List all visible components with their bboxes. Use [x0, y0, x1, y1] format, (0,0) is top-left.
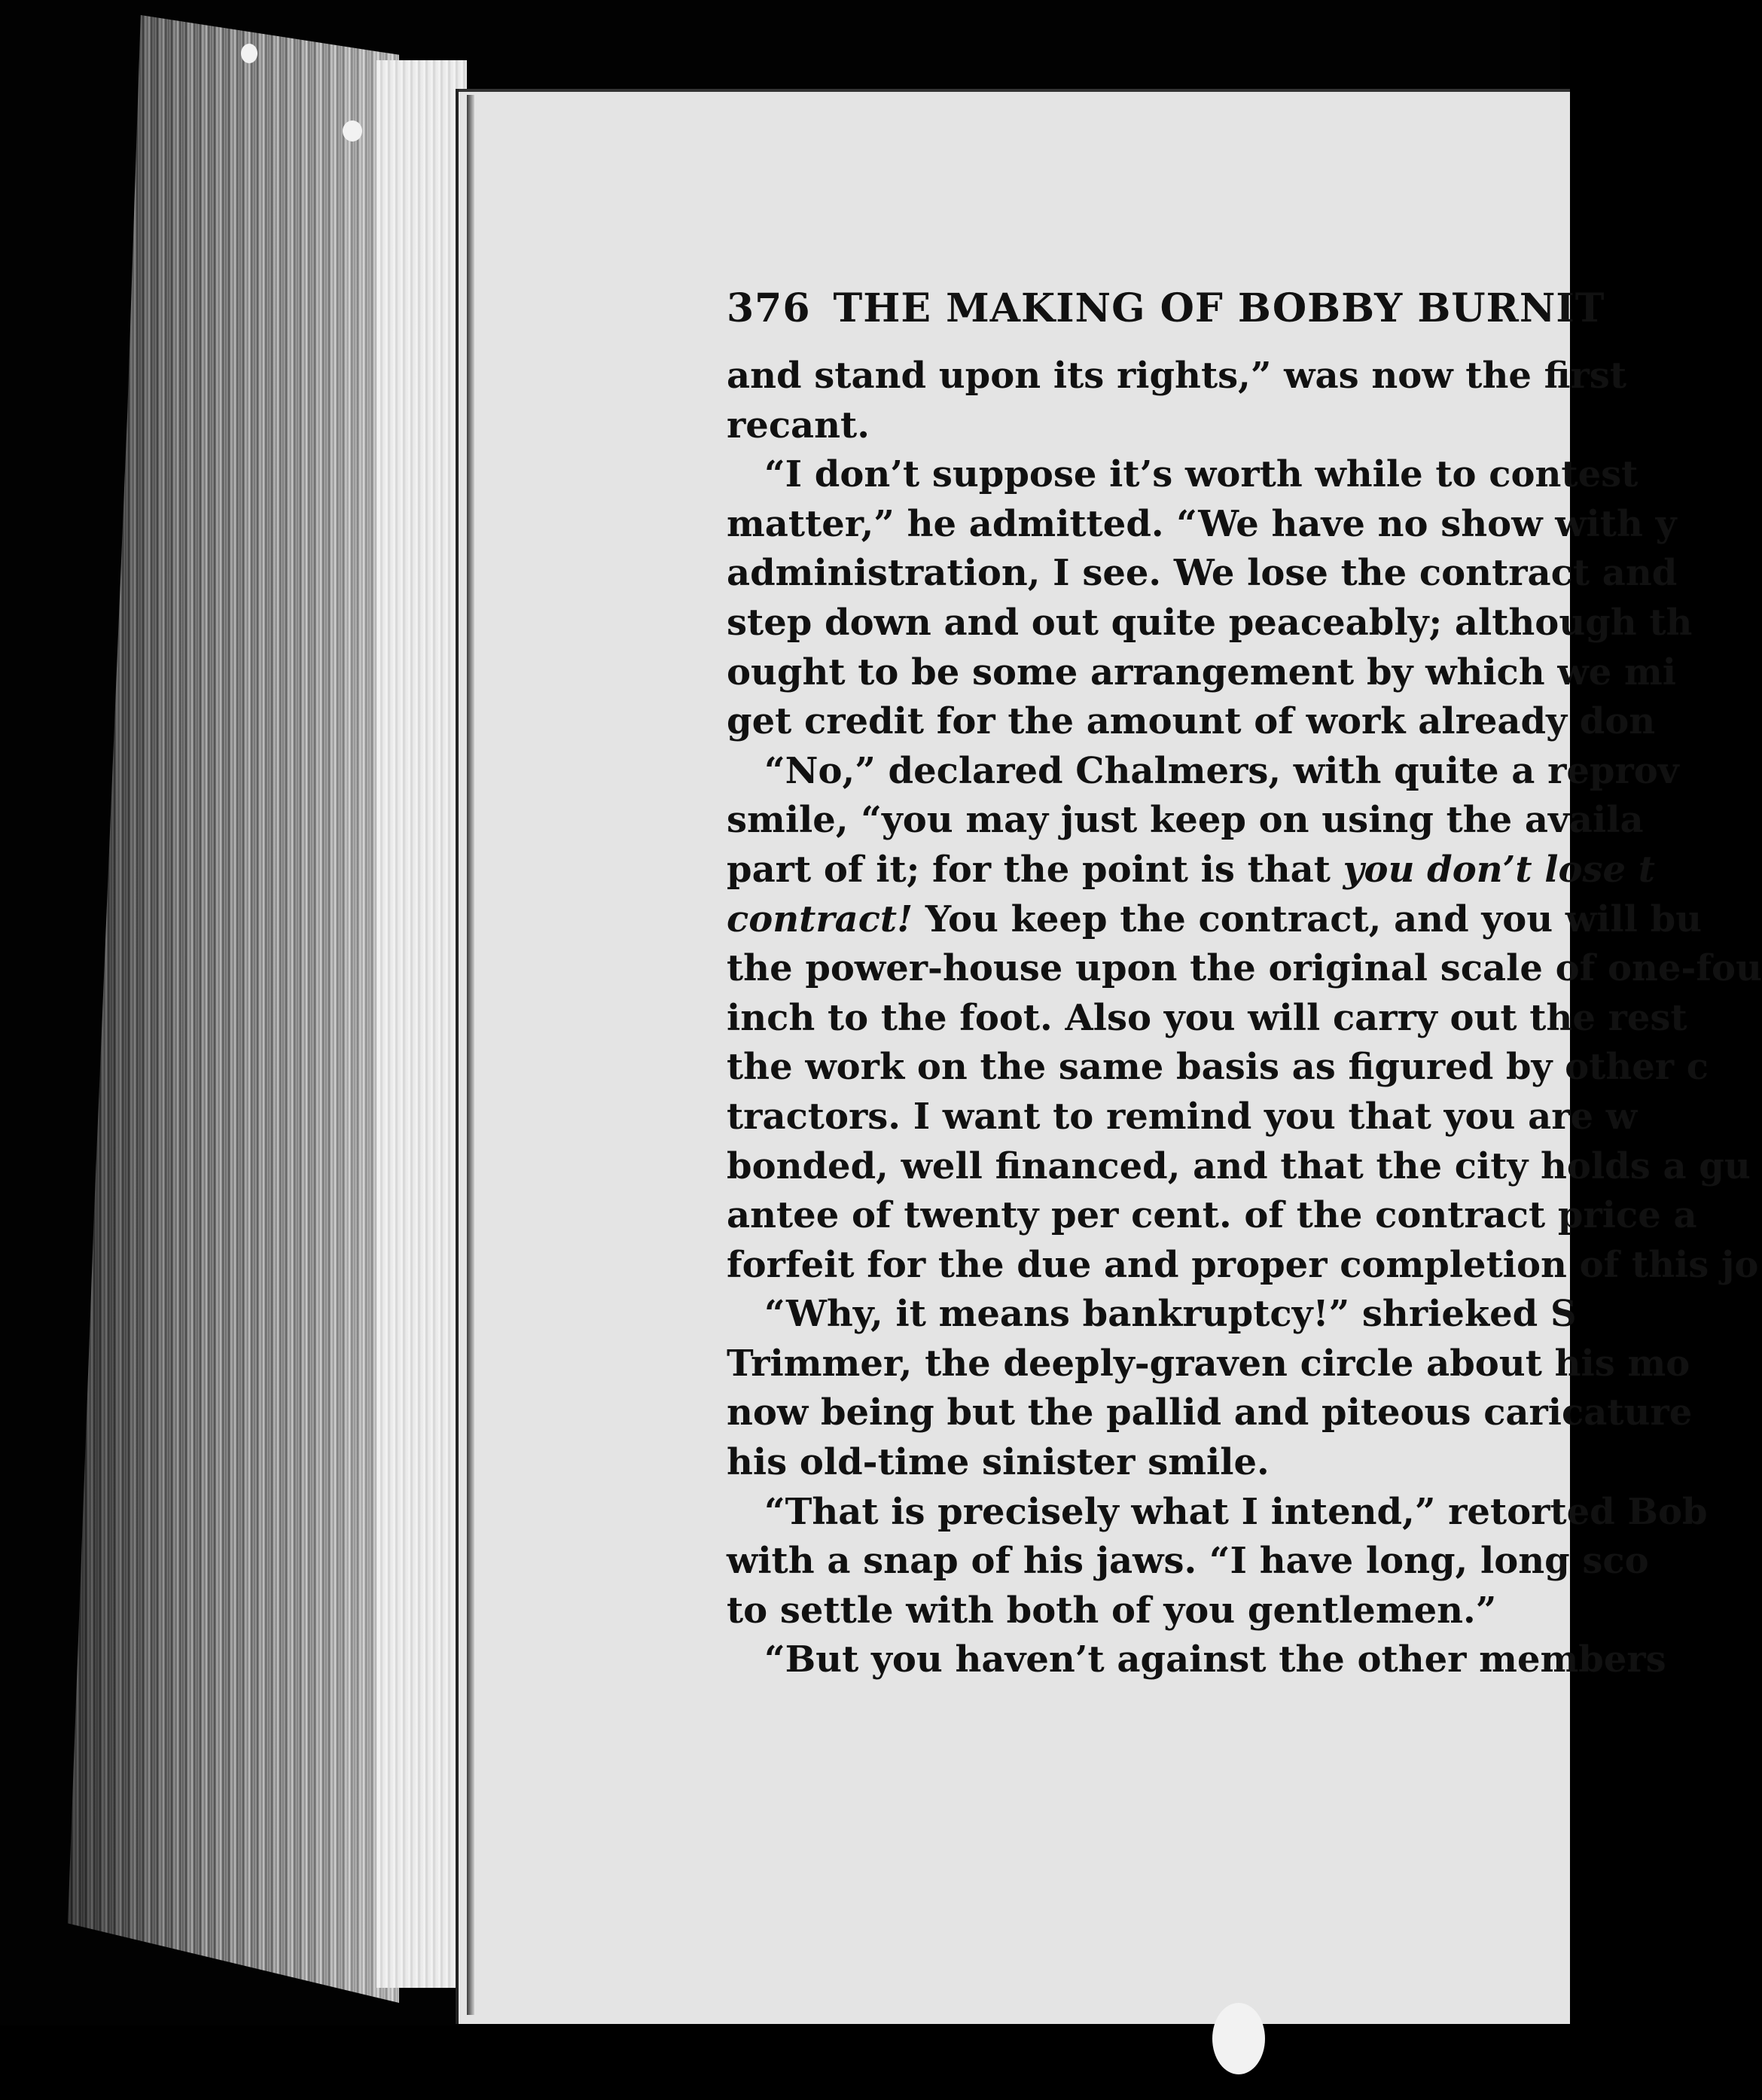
text-line: bonded, well financed, and that the city holds a gu: [727, 1144, 1751, 1187]
text-line: recant.: [727, 404, 870, 447]
text-line: “I don’t suppose it’s worth while to contest: [764, 453, 1639, 496]
running-head: [727, 282, 1706, 335]
bottom-shadow: [0, 2025, 1560, 2100]
italic-span: you don’t lose t: [1343, 848, 1655, 891]
text-span: You keep the contract, and you will bu: [925, 898, 1703, 940]
dust-speck: [343, 120, 362, 142]
text-line: “Why, it means bankruptcy!” shrieked S: [764, 1293, 1577, 1336]
text-line: now being but the pallid and piteous caricature: [727, 1391, 1693, 1434]
text-line: “No,” declared Chalmers, with quite a reprov: [764, 749, 1679, 792]
text-line: the power-house upon the original scale of one-fou: [727, 947, 1762, 990]
text-line: smile, “you may just keep on using the availa: [727, 799, 1644, 842]
text-line-with-italic: [727, 895, 1706, 945]
running-title: THE MAKING OF BOBBY BURNIT: [833, 285, 1605, 331]
text-line: matter,” he admitted. “We have no show with y: [727, 502, 1677, 545]
dust-speck: [241, 44, 258, 63]
text-line: the work on the same basis as figured by other c: [727, 1046, 1709, 1089]
page-text: [727, 282, 1762, 1685]
page-gutter-shadow: [467, 95, 474, 2015]
text-line: step down and out quite peaceably; although th: [727, 601, 1693, 644]
text-line: with a snap of his jaws. “I have long, long sco: [727, 1540, 1649, 1583]
text-line: administration, I see. We lose the contract and: [727, 552, 1678, 595]
text-line: inch to the foot. Also you will carry out the rest: [727, 996, 1687, 1039]
text-line: tractors. I want to remind you that you are w: [727, 1095, 1638, 1138]
text-line: forfeit for the due and proper completion of this jo: [727, 1243, 1759, 1286]
italic-span: contract!: [727, 898, 913, 940]
text-line: “That is precisely what I intend,” retorted Bob: [764, 1490, 1708, 1533]
text-line: his old-time sinister smile.: [727, 1441, 1270, 1484]
page-number: 376: [727, 285, 811, 331]
inner-leaves: [376, 60, 467, 1988]
text-line: “But you haven’t against the other members: [764, 1638, 1666, 1681]
text-span: part of it; for the point is that: [727, 848, 1343, 891]
text-line: antee of twenty per cent. of the contract price a: [727, 1194, 1697, 1237]
text-line-with-italic: [727, 846, 1706, 895]
page-edges: [68, 15, 399, 2003]
dust-speck: [1212, 2003, 1265, 2074]
text-line: to settle with both of you gentlemen.”: [727, 1589, 1497, 1632]
text-line: and stand upon its rights,” was now the first: [727, 355, 1626, 397]
text-line: Trimmer, the deeply-graven circle about his mo: [727, 1342, 1690, 1385]
text-line: get credit for the amount of work already don: [727, 700, 1656, 743]
text-line: ought to be some arrangement by which we mi: [727, 651, 1676, 693]
